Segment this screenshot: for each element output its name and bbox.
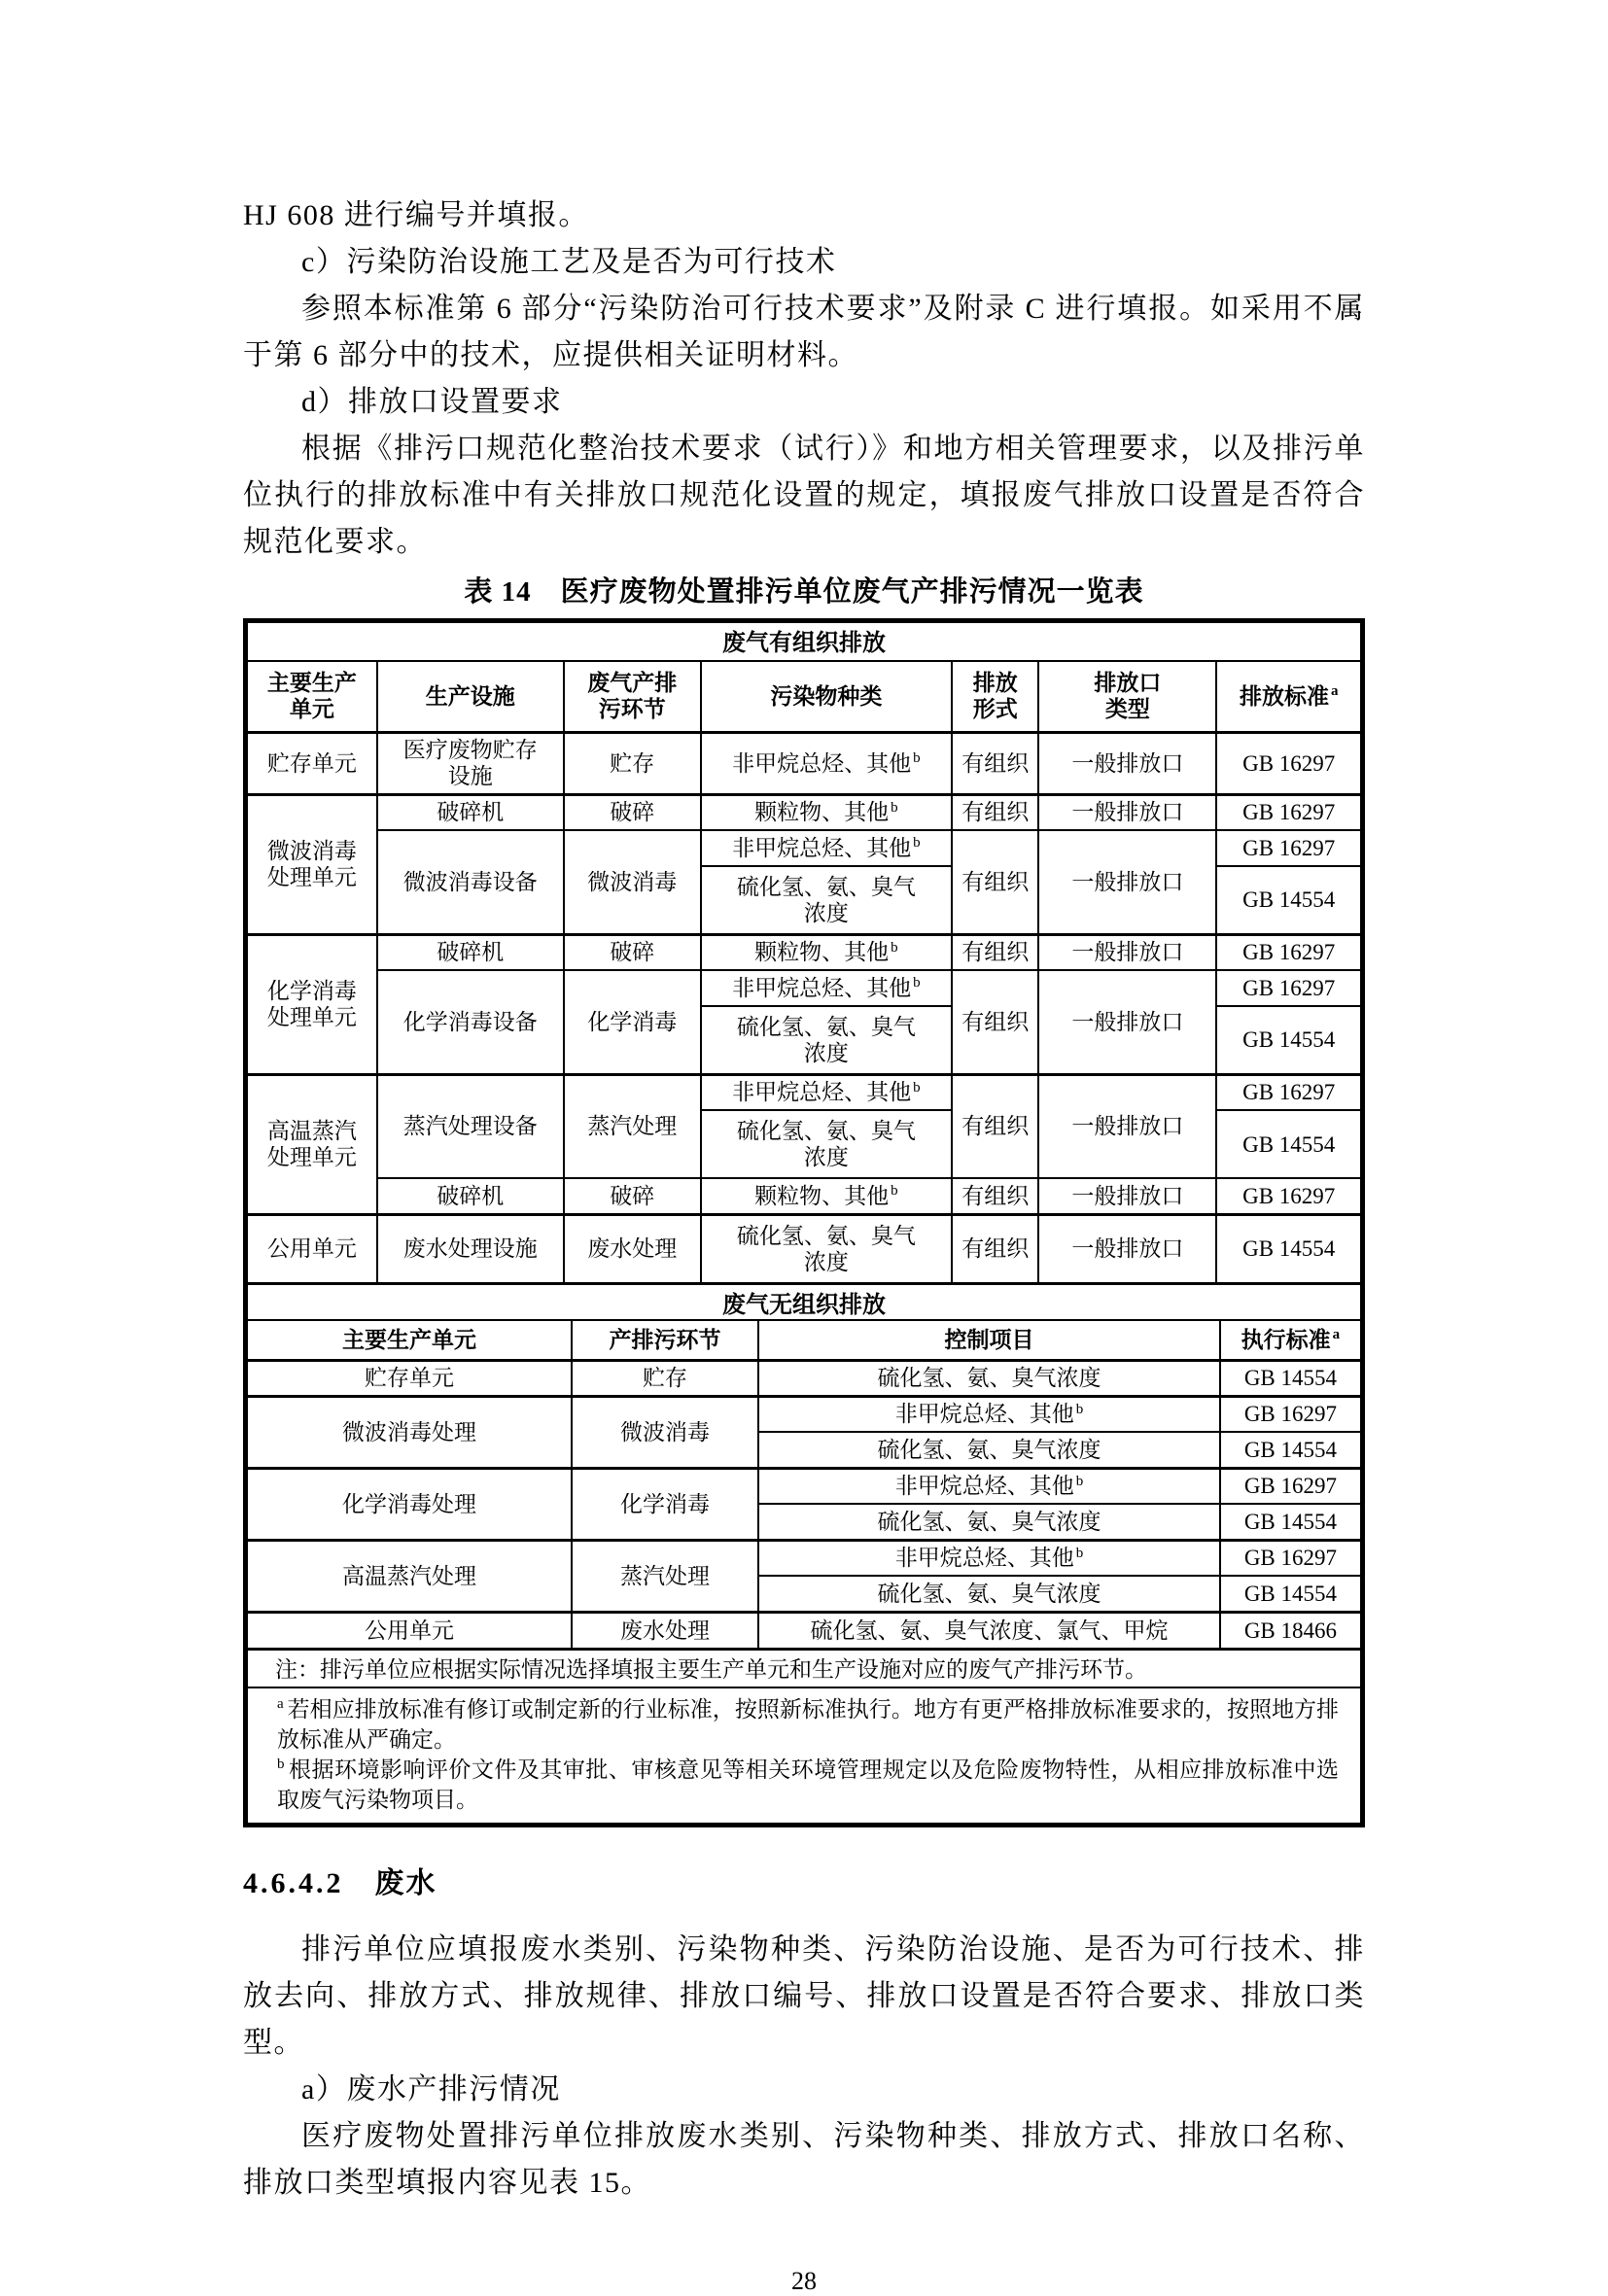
section-header-fugitive: 废气无组织排放 [248, 1282, 1360, 1321]
table-cell: GB 14554 [1220, 1432, 1360, 1468]
cell-text: 颗粒物、其他 [754, 800, 890, 825]
table-cell [701, 1178, 953, 1214]
superscript-a: a [1332, 1327, 1341, 1343]
cell-line: 化学消毒 [266, 979, 357, 1003]
header-line: 排放口 [1094, 671, 1162, 696]
table-cell [758, 1396, 1220, 1432]
header-text: 执行标准 [1241, 1327, 1331, 1352]
section-header-organized: 废气有组织排放 [248, 623, 1360, 662]
table-cell: 有组织 [952, 794, 1038, 830]
table-cell: 化学消毒 [564, 970, 701, 1074]
column-header [248, 662, 377, 732]
table-cell: 公用单元 [248, 1214, 377, 1282]
clause-heading [243, 1866, 1365, 1901]
organized-emissions-table [248, 662, 1360, 1282]
column-header [564, 662, 701, 732]
table-cell: GB 16297 [1216, 1074, 1360, 1110]
table-cell: 一般排放口 [1038, 934, 1216, 970]
header-line: 形式 [972, 697, 1018, 722]
table-cell [248, 794, 377, 934]
table-cell: 有组织 [952, 830, 1038, 934]
page-number: 28 [791, 2267, 817, 2295]
superscript-b: b [913, 1079, 921, 1096]
table-cell: 废水处理设施 [377, 1214, 564, 1282]
table-cell: GB 14554 [1220, 1504, 1360, 1540]
table-cell: 一般排放口 [1038, 830, 1216, 934]
table-cell: 贮存 [572, 1360, 758, 1396]
column-header: 产排污环节 [572, 1321, 758, 1360]
paragraph-item-a: a）废水产排污情况 [301, 2073, 561, 2105]
table-cell: 化学消毒处理 [248, 1468, 572, 1540]
column-header: 生产设施 [377, 662, 564, 732]
table-cell: 蒸汽处理设备 [377, 1074, 564, 1178]
table-cell: 有组织 [952, 732, 1038, 794]
table-row [248, 1540, 1360, 1576]
table-cell: GB 14554 [1220, 1576, 1360, 1612]
table-cell: GB 14554 [1216, 1214, 1360, 1282]
table-cell: 贮存单元 [248, 732, 377, 794]
clause-title: 废水 [374, 1867, 437, 1899]
table-row [248, 830, 1360, 866]
footnote-marker-a: a [277, 1696, 284, 1713]
table-cell [701, 1074, 953, 1110]
column-header: 污染物种类 [701, 662, 953, 732]
table-cell: GB 16297 [1220, 1468, 1360, 1504]
column-header [952, 662, 1038, 732]
table-note: 注：排污单位应根据实际情况选择填报主要生产单元和生产设施对应的废气产排污环节。 [248, 1648, 1360, 1687]
table-row [248, 1178, 1360, 1214]
table-footnote-b [277, 1755, 1339, 1815]
header-row [248, 1321, 1360, 1360]
paragraph-item-c-detail: 参照本标准第 6 部分“污染防治可行技术要求”及附录 C 进行填报。如采用不属于第 6 部分中的技术，应提供相关证明材料。 [243, 293, 1365, 371]
table-cell: 公用单元 [248, 1612, 572, 1648]
table-cell: 化学消毒 [572, 1468, 758, 1540]
paragraph-wastewater-intro: 排污单位应填报废水类别、污染物种类、污染防治设施、是否为可行技术、排放去向、排放方式、排放规律、排放口编号、排放口设置是否符合要求、排放口类型。 [243, 1933, 1365, 2059]
table-cell: 一般排放口 [1038, 1214, 1216, 1282]
table14 [243, 618, 1365, 1827]
table-row [248, 794, 1360, 830]
fugitive-emissions-table [248, 1321, 1360, 1648]
header-line: 废气产排 [587, 671, 678, 696]
table-row [248, 1396, 1360, 1432]
table-cell: GB 18466 [1220, 1612, 1360, 1648]
cell-line: 处理单元 [266, 865, 357, 889]
table-cell [701, 1110, 953, 1178]
cell-text: 非甲烷总烃、其他 [732, 836, 912, 860]
footnote-marker-b: b [277, 1757, 285, 1773]
table-cell [701, 934, 953, 970]
table-row [248, 970, 1360, 1006]
table-cell: GB 14554 [1216, 1006, 1360, 1074]
table-cell: GB 16297 [1216, 934, 1360, 970]
superscript-a: a [1330, 683, 1339, 700]
superscript-b: b [913, 975, 921, 991]
header-line: 单元 [289, 697, 334, 722]
table-cell: 硫化氢、氨、臭气浓度、氯气、甲烷 [758, 1612, 1220, 1648]
paragraph-hj608: HJ 608 进行编号并填报。 [243, 199, 589, 231]
table-cell [701, 866, 953, 934]
cell-line: 微波消毒 [266, 839, 357, 863]
superscript-b: b [891, 939, 898, 956]
table-cell: 有组织 [952, 1074, 1038, 1178]
table-cell: 蒸汽处理 [564, 1074, 701, 1178]
table-cell: GB 16297 [1220, 1540, 1360, 1576]
table-cell: 有组织 [952, 970, 1038, 1074]
cell-line: 硫化氢、氨、臭气 [736, 1119, 916, 1143]
table-cell: GB 16297 [1216, 1178, 1360, 1214]
paragraph-item-d: d）排放口设置要求 [301, 386, 563, 418]
table-cell: 破碎 [564, 794, 701, 830]
table-footnotes [248, 1687, 1360, 1823]
cell-line: 硫化氢、氨、臭气 [736, 1223, 916, 1248]
column-header [1220, 1321, 1360, 1360]
table-row [248, 934, 1360, 970]
header-row [248, 662, 1360, 732]
cell-text: 非甲烷总烃、其他 [894, 1474, 1074, 1499]
table-cell [758, 1468, 1220, 1504]
table14-caption: 表 14 医疗废物处置排污单位废气产排污情况一览表 [464, 576, 1144, 608]
table-cell: 有组织 [952, 1178, 1038, 1214]
superscript-b: b [891, 1183, 898, 1200]
table-cell [758, 1540, 1220, 1576]
table-cell: 高温蒸汽处理 [248, 1540, 572, 1612]
superscript-b: b [913, 835, 921, 852]
header-line: 污环节 [598, 697, 666, 722]
table-cell [701, 732, 953, 794]
paragraph-item-a-detail: 医疗废物处置排污单位排放废水类别、污染物种类、排放方式、排放口名称、排放口类型填报内容见表 15。 [243, 2120, 1365, 2199]
table-cell: 微波消毒设备 [377, 830, 564, 934]
cell-line: 浓度 [803, 1040, 849, 1065]
table-cell: 破碎 [564, 934, 701, 970]
table-cell: 一般排放口 [1038, 732, 1216, 794]
table-cell: 硫化氢、氨、臭气浓度 [758, 1432, 1220, 1468]
table-cell: 破碎机 [377, 794, 564, 830]
cell-text: 非甲烷总烃、其他 [894, 1546, 1074, 1571]
table-cell: 一般排放口 [1038, 970, 1216, 1074]
table-cell [701, 794, 953, 830]
cell-line: 医疗废物贮存 [402, 738, 538, 762]
table-cell [701, 1214, 953, 1282]
superscript-b: b [1075, 1545, 1084, 1561]
table-cell: 有组织 [952, 1214, 1038, 1282]
table-footnote-a [277, 1694, 1339, 1755]
superscript-b: b [913, 749, 921, 766]
table-cell: 化学消毒设备 [377, 970, 564, 1074]
cell-line: 设施 [447, 764, 493, 788]
table-cell: GB 16297 [1220, 1396, 1360, 1432]
cell-text: 非甲烷总烃、其他 [732, 976, 912, 1000]
footnote-text: 根据环境影响评价文件及其审批、审核意见等相关环境管理规定以及危险废物特性，从相应排放标准中选取废气污染物项目。 [277, 1757, 1339, 1812]
table-cell [701, 830, 953, 866]
cell-line: 处理单元 [266, 1145, 357, 1169]
table-cell: 破碎机 [377, 934, 564, 970]
cell-line: 处理单元 [266, 1005, 357, 1029]
cell-text: 非甲烷总烃、其他 [732, 1080, 912, 1105]
table-cell: GB 14554 [1216, 1110, 1360, 1178]
cell-line: 浓度 [803, 900, 849, 925]
table-cell [377, 732, 564, 794]
table-row [248, 1612, 1360, 1648]
table-cell: 硫化氢、氨、臭气浓度 [758, 1504, 1220, 1540]
table-cell: 废水处理 [564, 1214, 701, 1282]
cell-text: 颗粒物、其他 [754, 1183, 890, 1208]
cell-line: 浓度 [803, 1145, 849, 1169]
cell-line: 高温蒸汽 [266, 1119, 357, 1143]
table-cell: 一般排放口 [1038, 1074, 1216, 1178]
header-line: 主要生产 [266, 671, 357, 696]
table-cell [248, 934, 377, 1074]
header-text: 排放标准 [1239, 683, 1329, 709]
table-cell: 废水处理 [572, 1612, 758, 1648]
table-cell: GB 16297 [1216, 794, 1360, 830]
table-cell: 贮存单元 [248, 1360, 572, 1396]
header-line: 排放 [972, 671, 1018, 696]
column-header: 主要生产单元 [248, 1321, 572, 1360]
table-cell: 一般排放口 [1038, 1178, 1216, 1214]
table-row [248, 1074, 1360, 1110]
table-cell: 微波消毒 [564, 830, 701, 934]
table-cell: GB 16297 [1216, 830, 1360, 866]
header-line: 类型 [1104, 697, 1150, 722]
paragraph-item-d-detail: 根据《排污口规范化整治技术要求（试行）》和地方相关管理要求，以及排污单位执行的排放标准中有关排放口规范化设置的规定，填报废气排放口设置是否符合规范化要求。 [243, 433, 1365, 558]
table-cell: GB 16297 [1216, 970, 1360, 1006]
table-cell: GB 14554 [1216, 866, 1360, 934]
table-cell: 硫化氢、氨、臭气浓度 [758, 1360, 1220, 1396]
table-row [248, 1214, 1360, 1282]
column-header [1038, 662, 1216, 732]
cell-text: 非甲烷总烃、其他 [894, 1402, 1074, 1427]
superscript-b: b [891, 799, 898, 816]
table-cell: 微波消毒处理 [248, 1396, 572, 1468]
table-cell: GB 16297 [1216, 732, 1360, 794]
table-cell: 贮存 [564, 732, 701, 794]
table-cell: GB 14554 [1220, 1360, 1360, 1396]
clause-number: 4.6.4.2 [243, 1867, 344, 1899]
table-row [248, 1468, 1360, 1504]
cell-line: 浓度 [803, 1249, 849, 1274]
paragraph-item-c: c）污染防治设施工艺及是否为可行技术 [301, 246, 837, 278]
superscript-b: b [1075, 1473, 1084, 1489]
table-cell: 破碎机 [377, 1178, 564, 1214]
footnote-text: 若相应排放标准有修订或制定新的行业标准，按照新标准执行。地方有更严格排放标准要求的，按照地方排放标准从严确定。 [277, 1697, 1339, 1752]
table-cell [701, 1006, 953, 1074]
table-cell: 有组织 [952, 934, 1038, 970]
table-cell [248, 1074, 377, 1214]
table-cell [701, 970, 953, 1006]
table-row [248, 732, 1360, 794]
cell-text: 非甲烷总烃、其他 [732, 750, 912, 776]
table-cell: 破碎 [564, 1178, 701, 1214]
table-cell: 一般排放口 [1038, 794, 1216, 830]
table-cell: 蒸汽处理 [572, 1540, 758, 1612]
cell-line: 硫化氢、氨、臭气 [736, 1014, 916, 1039]
cell-text: 颗粒物、其他 [754, 940, 890, 965]
table-row [248, 1360, 1360, 1396]
column-header: 控制项目 [758, 1321, 1220, 1360]
table-cell: 硫化氢、氨、臭气浓度 [758, 1576, 1220, 1612]
cell-line: 硫化氢、氨、臭气 [736, 874, 916, 899]
table-cell: 微波消毒 [572, 1396, 758, 1468]
superscript-b: b [1075, 1401, 1084, 1417]
column-header [1216, 662, 1360, 732]
